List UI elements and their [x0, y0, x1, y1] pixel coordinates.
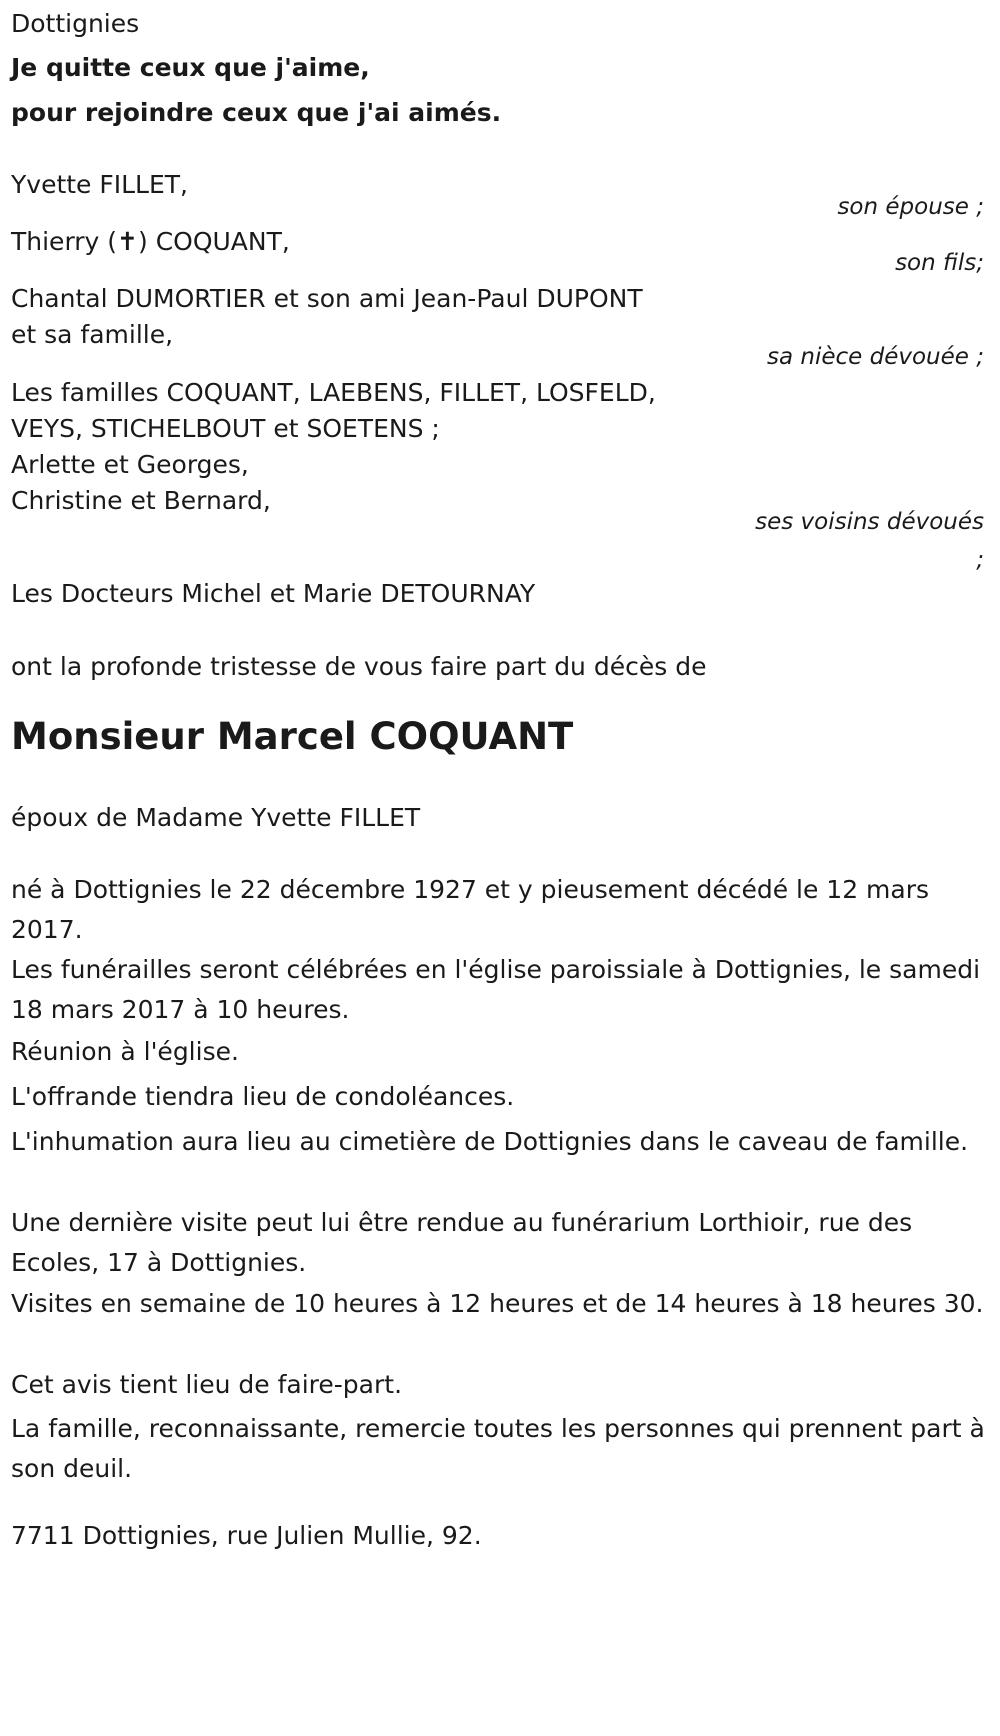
son-role: son fils; [895, 250, 984, 276]
paragraph-visiting-hours: Visites en semaine de 10 heures à 12 heures et de 14 heures à 18 heures 30. [11, 1289, 984, 1318]
announcement-text: ont la profonde tristesse de vous faire part du décès de [11, 652, 707, 681]
paragraph-visit: Une dernière visite peut lui être rendue au funérarium Lorthioir, rue des Ecoles, 17 à Dottignies. [11, 1208, 913, 1277]
niece-line-1: Chantal DUMORTIER et son ami Jean-Paul DUPONT [11, 284, 643, 313]
spouse-of-line: époux de Madame Yvette FILLET [11, 803, 421, 832]
paragraph-notice: Cet avis tient lieu de faire-part. [11, 1370, 403, 1399]
obituary-notice [11, 0, 995, 1736]
spouse-role: son épouse ; [837, 194, 984, 220]
paragraph-birth-death: né à Dottignies le 22 décembre 1927 et y pieusement décédé le 12 mars 2017. [11, 875, 930, 944]
spouse-name: Yvette FILLET, [11, 170, 189, 199]
paragraph-offering: L'offrande tiendra lieu de condoléances. [11, 1082, 515, 1111]
families-line-1: Les familles COQUANT, LAEBENS, FILLET, LOSFELD, [11, 378, 656, 407]
neighbors-line-2: Christine et Bernard, [11, 486, 271, 515]
son-name: Thierry (✝) COQUANT, [11, 227, 290, 256]
deceased-name: Monsieur Marcel COQUANT [11, 715, 574, 758]
neighbors-role: ses voisins dévoués [755, 509, 984, 535]
families-line-2: VEYS, STICHELBOUT et SOETENS ; [11, 414, 440, 443]
paragraph-burial: L'inhumation aura lieu au cimetière de Dottignies dans le caveau de famille. [11, 1127, 969, 1156]
paragraph-funeral: Les funérailles seront célébrées en l'église paroissiale à Dottignies, le samedi 18 mars 2017 à 10 heures. [11, 955, 981, 1024]
address-line: 7711 Dottignies, rue Julien Mullie, 92. [11, 1521, 482, 1550]
paragraph-thanks: La famille, reconnaissante, remercie toutes les personnes qui prennent part à son deuil. [11, 1414, 985, 1483]
niece-role: sa nièce dévouée ; [767, 344, 984, 370]
paragraph-meeting: Réunion à l'église. [11, 1037, 239, 1066]
neighbors-line-1: Arlette et Georges, [11, 450, 249, 479]
neighbors-role-end: ; [976, 547, 984, 573]
doctors-line: Les Docteurs Michel et Marie DETOURNAY [11, 579, 536, 608]
quote-line-2: pour rejoindre ceux que j'ai aimés. [11, 98, 502, 127]
location-heading: Dottignies [11, 9, 140, 38]
niece-line-2: et sa famille, [11, 320, 174, 349]
quote-line-1: Je quitte ceux que j'aime, [11, 53, 370, 82]
